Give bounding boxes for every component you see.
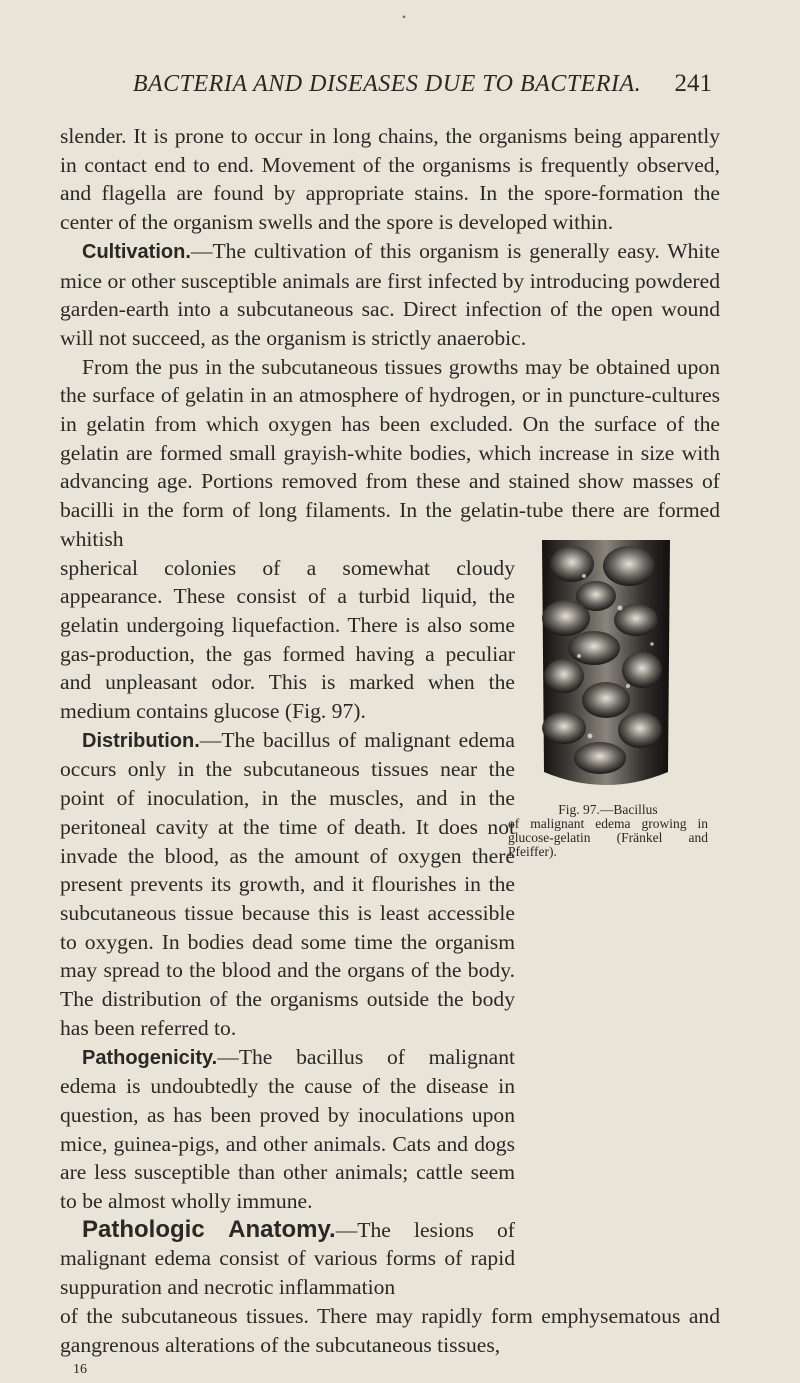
heading-pathologic-anatomy: Pathologic Anatomy. (82, 1215, 336, 1243)
paragraph-pathologic-anatomy-text: —The lesions of malignant edema consist of various forms of rapid suppuration and necrotic inflammation (60, 1217, 516, 1300)
page-header (112, 64, 712, 104)
paragraph-growths-cont: spherical colonies of a somewhat cloudy appearance. These consist of a turbid liquid, the gelatin undergoing liquefaction. There is also some gas-production, the gas formed having a peculiar and unpleasant odor. This is marked when the medium contains glucose (Fig. 97). (60, 555, 515, 724)
paragraph-cultivation-text: —The cultivation of this organism is generally easy. White mice or other susceptible animals are first infected by introducing powdered garden-earth into a subcutaneous sac. Direct infection of the open wound will not succeed, as the organism is strictly anaerobic. (60, 238, 720, 350)
figure-97 (500, 536, 716, 859)
paragraph-distribution-text: —The bacillus of malignant edema occurs only in the subcutaneous tissues near the point of inoculation, in the muscles, and in the peritoneal cavity at the time of death. It does not invade the blood, as the amount of oxygen there present prevents its growth, and it flourishes in the subcutaneous tissue because this is least accessible to oxygen. In bodies dead some time the organism may spread to the blood and the organs of the body. The distribution of the organisms outside the body has been referred to. (60, 727, 515, 1040)
heading-pathogenicity: Pathogenicity. (82, 1046, 218, 1069)
figure-caption (508, 803, 708, 859)
narrow-column (60, 554, 515, 1302)
signature-mark: 16 (73, 1362, 87, 1377)
paragraph-pathogenicity (60, 1043, 515, 1216)
paragraph-pathogenicity-text: —The bacillus of malignant edema is undoubtedly the cause of the disease in question, as has been proved by inoculations upon mice, guinea-pigs, and other animals. Cats and dogs are less susceptible than other animals; cattle seem to be almost wholly immune. (60, 1044, 515, 1214)
paragraph-growths: From the pus in the subcutaneous tissues growths may be obtained upon the surface of gelatin in an atmosphere of hydrogen, or in puncture-cultures in gelatin from which oxygen has been excluded. On the surface of the gelatin are formed small grayish-white bodies, which increase in size with advancing age. Portions removed from these and stained show masses of bacilli in the form of long filaments. In the gelatin-tube there are formed whitish (60, 354, 720, 551)
paragraph-distribution (60, 726, 515, 1043)
scan-mark: • (402, 10, 407, 24)
culture-tube-illustration (524, 536, 689, 794)
running-head: BACTERIA AND DISEASES DUE TO BACTERIA. (132, 70, 642, 97)
figure-caption-body: of malignant edema growing in glucose-gelatin (Fränkel and Pfeiffer). (508, 816, 708, 859)
paragraph-1: slender. It is prone to occur in long chains, the organisms being apparently in contact end to end. Movement of the organisms is frequently observed, and flagella are found by appropriate stains. In the spore-formation the center of the organism swells and the spore is developed within. (60, 124, 720, 235)
heading-distribution: Distribution. (82, 729, 200, 752)
heading-cultivation: Cultivation. (82, 240, 191, 263)
paragraph-pathologic-anatomy (60, 1216, 515, 1302)
page-number: 241 (674, 70, 712, 97)
figure-caption-head: Fig. 97.—Bacillus (558, 802, 658, 817)
paragraph-pathologic-anatomy-cont: of the subcutaneous tissues. There may rapidly form emphysematous and gangrenous alterations of the subcutaneous tissues, (60, 1303, 720, 1357)
paragraph-cultivation (60, 237, 720, 353)
